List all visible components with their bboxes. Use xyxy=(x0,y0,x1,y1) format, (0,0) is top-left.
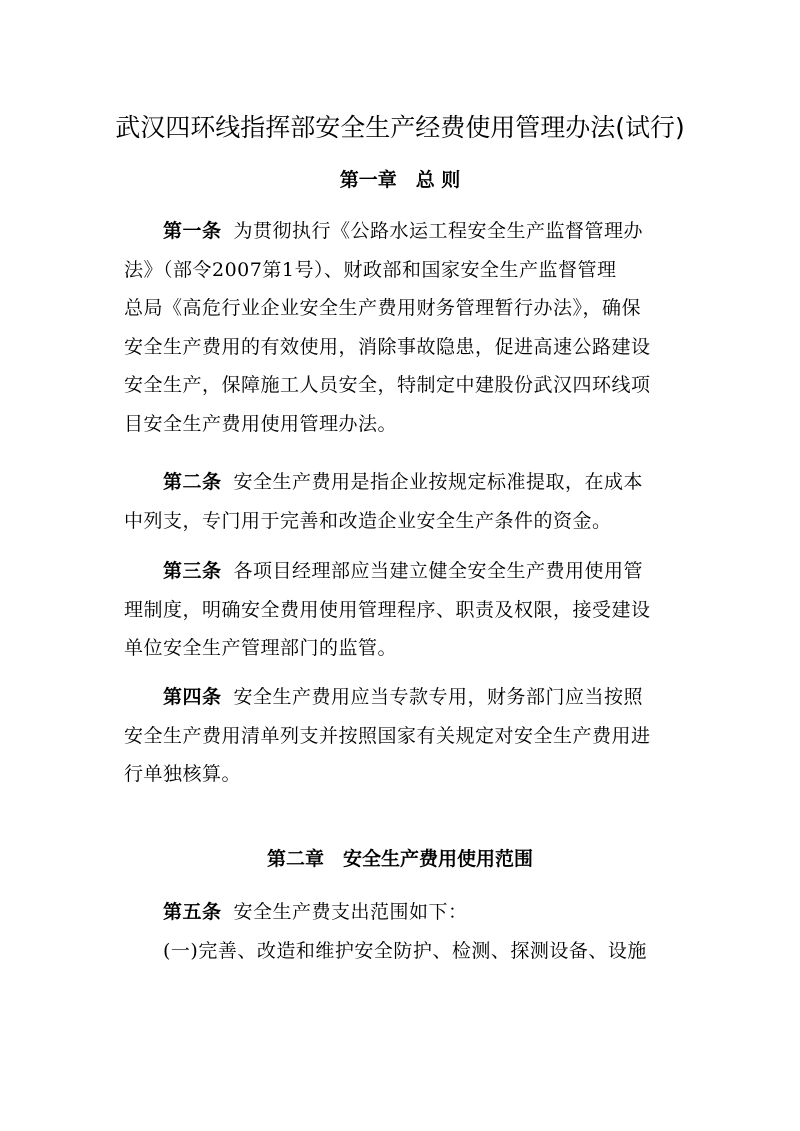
article-5 xyxy=(163,893,663,970)
article-3-label: 第三条 xyxy=(163,560,222,582)
article-1-line-6: 目安全生产费用使用管理办法。 xyxy=(124,412,398,435)
article-5-label: 第五条 xyxy=(163,901,222,923)
article-1 xyxy=(124,212,663,443)
article-3-line-2: 理制度，明确安全费用使用管理程序、职责及权限，接受建设 xyxy=(124,598,651,621)
article-3-line-1: 第三条 各项目经理部应当建立健全安全生产费用使用管 xyxy=(163,560,644,582)
item-1-line: (一)完善、改造和维护安全防护、检测、探测设备、设施 xyxy=(163,939,647,962)
article-1-label: 第一条 xyxy=(163,220,222,242)
article-4-label: 第四条 xyxy=(163,686,222,708)
article-2-line-1: 第二条 安全生产费用是指企业按规定标准提取，在成本 xyxy=(163,471,644,493)
article-1-line-3: 总局《高危行业企业安全生产费用财务管理暂行办法》，确保 xyxy=(124,297,642,319)
article-3 xyxy=(124,552,663,668)
chapter-1-title: 第一章 总 则 xyxy=(339,169,461,191)
article-2-line-2: 中列支，专门用于完善和改造企业安全生产条件的资金。 xyxy=(124,509,612,532)
article-1-line-5: 安全生产，保障施工人员安全，特制定中建股份武汉四环线项 xyxy=(124,374,651,396)
article-2-label: 第二条 xyxy=(163,471,222,493)
article-4-line-2: 安全生产费用清单列支并按照国家有关规定对安全生产费用进 xyxy=(124,724,651,747)
document-title: 武汉四环线指挥部安全生产经费使用管理办法(试行) xyxy=(115,113,685,142)
chapter-2-title: 第二章 安全生产费用使用范围 xyxy=(266,848,533,870)
article-1-line-4: 安全生产费用的有效使用，消除事故隐患，促进高速公路建设 xyxy=(124,335,651,358)
article-1-line-1: 第一条 为贯彻执行《公路水运工程安全生产监督管理办 xyxy=(163,220,644,242)
article-5-line-1: 第五条 安全生产费支出范围如下： xyxy=(163,901,468,923)
article-2 xyxy=(124,463,663,540)
article-3-line-3: 单位安全生产管理部门的监管。 xyxy=(124,637,398,659)
article-1-line-2: 法》（部令2007第1号）、财政部和国家安全生产监督管理 xyxy=(124,258,617,281)
article-4 xyxy=(124,678,663,794)
article-4-line-1: 第四条 安全生产费用应当专款专用，财务部门应当按照 xyxy=(163,686,644,708)
article-4-line-3: 行单独核算。 xyxy=(124,763,242,785)
